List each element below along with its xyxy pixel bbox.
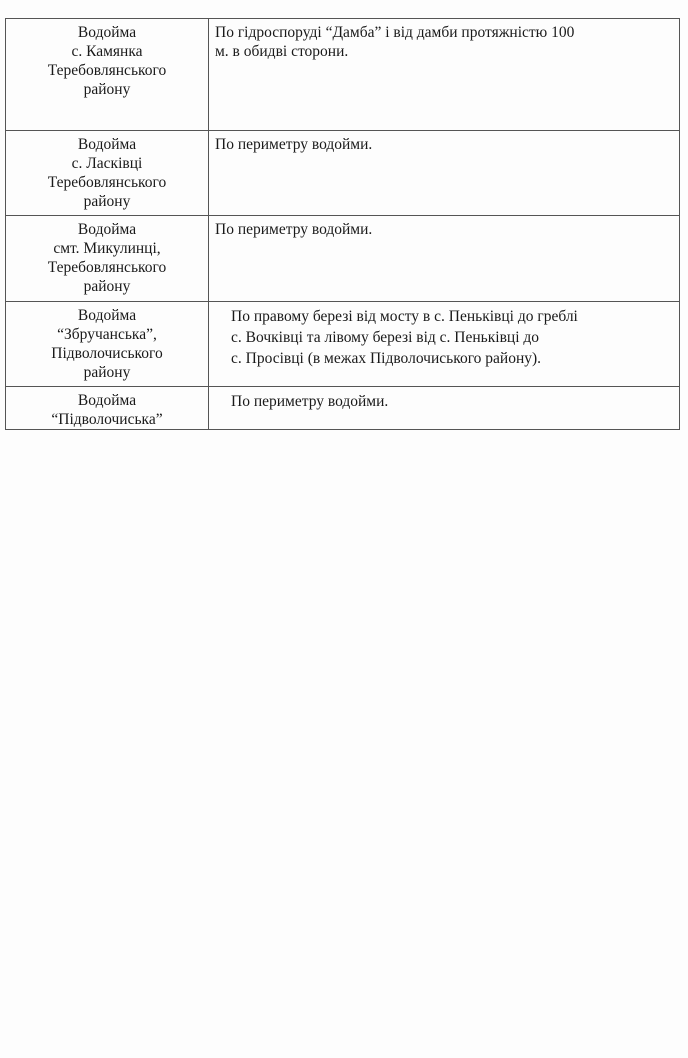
water-body-name-cell (6, 216, 209, 302)
table-row (6, 387, 680, 430)
boundary-description-cell (209, 131, 680, 216)
cell-text-line: Водойма (77, 392, 137, 409)
water-bodies-table (5, 18, 680, 430)
cell-text-line: с. Вочківці та лівому березі від с. Пеньківці до (231, 329, 540, 346)
cell-text-line: району (83, 193, 131, 210)
water-body-name-cell (6, 302, 209, 387)
boundary-description-cell (209, 302, 680, 387)
boundary-description-cell (209, 19, 680, 131)
cell-text-line: м. в обидві сторони. (215, 43, 349, 60)
cell-text-line: Водойма (77, 136, 137, 153)
cell-text-line: району (83, 278, 131, 295)
table-row (6, 19, 680, 131)
boundary-description-cell (209, 216, 680, 302)
table-row (6, 302, 680, 387)
cell-text-line: По периметру водойми. (215, 136, 373, 153)
cell-text-line: Теребовлянського (47, 259, 167, 276)
boundary-description-cell (209, 387, 680, 430)
cell-text-line: с. Ласківці (71, 155, 143, 172)
cell-text-line: району (83, 364, 131, 381)
cell-text-line: с. Просівці (в межах Підволочиського району). (231, 350, 542, 367)
cell-text-line: Теребовлянського (47, 174, 167, 191)
cell-text-line: “Збручанська”, (57, 326, 157, 343)
cell-text-line: По правому березі від мосту в с. Пеньківці до греблі (231, 308, 578, 325)
cell-text-line: с. Камянка (71, 43, 143, 60)
cell-text-line: смт. Микулинці, (53, 240, 161, 257)
cell-text-line: “Підволочиська” (51, 411, 163, 428)
cell-text-line: району (83, 81, 131, 98)
water-body-name-cell (6, 387, 209, 430)
cell-text-line: Водойма (77, 221, 137, 238)
cell-text-line: Теребовлянського (47, 62, 167, 79)
water-body-name-cell (6, 19, 209, 131)
table-row (6, 216, 680, 302)
cell-text-line: По гідроспоруді “Дамба” і від дамби протяжністю 100 (215, 24, 575, 41)
table-row (6, 131, 680, 216)
cell-text-line: Водойма (77, 307, 137, 324)
water-body-name-cell (6, 131, 209, 216)
cell-text-line: По периметру водойми. (231, 393, 389, 410)
cell-text-line: Підволочиського (51, 345, 163, 362)
cell-text-line: Водойма (77, 24, 137, 41)
cell-text-line: По периметру водойми. (215, 221, 373, 238)
